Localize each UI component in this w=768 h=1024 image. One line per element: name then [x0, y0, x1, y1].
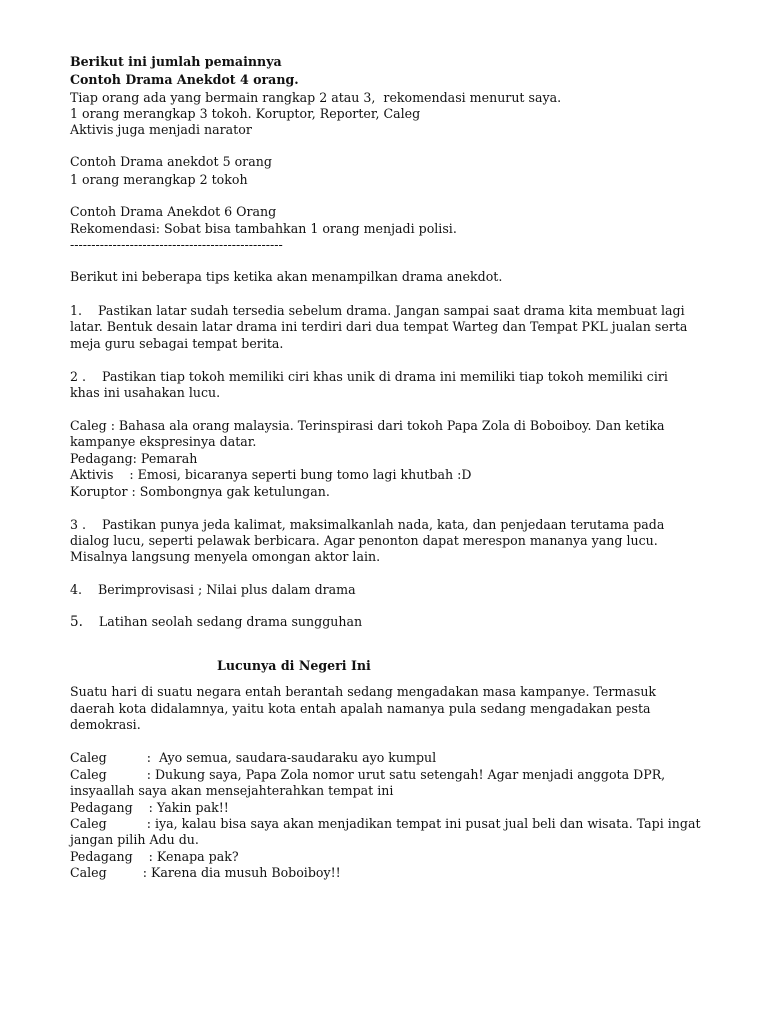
four-actor-line: 1 orang merangkap 3 tokoh. Koruptor, Reporter, Caleg — [70, 106, 421, 121]
tips-intro: Berikut ini beberapa tips ketika akan menampilkan drama anekdot. — [70, 269, 503, 284]
dialogue-line: jangan pilih Adu du. — [70, 832, 199, 847]
tip-1-line: latar. Bentuk desain latar drama ini terdiri dari dua tempat Warteg dan Tempat PKL jualan serta — [70, 319, 688, 334]
four-actor-line: Aktivis juga menjadi narator — [70, 122, 252, 137]
five-actor-title: Contoh Drama anekdot 5 orang — [70, 154, 272, 169]
tip-3-line: dialog lucu, seperti pelawak berbicara. Agar penonton dapat merespon mananya yang lucu. — [70, 533, 658, 548]
four-actor-title: Contoh Drama Anekdot 4 orang. — [70, 72, 299, 87]
trait-aktivis: Aktivis : Emosi, bicaranya seperti bung tomo lagi khutbah :D — [70, 467, 472, 482]
five-actor-line: 1 orang merangkap 2 tokoh — [70, 172, 248, 187]
dialogue-line: insyaallah saya akan mensejahterahkan tempat ini — [70, 783, 394, 798]
dialogue-line: Pedagang : Yakin pak!! — [70, 800, 229, 815]
trait-caleg: kampanye ekspresinya datar. — [70, 434, 257, 449]
cast-heading: Berikut ini jumlah pemainnya — [70, 54, 282, 69]
tip-2-line: 2 . Pastikan tiap tokoh memiliki ciri khas unik di drama ini memiliki tiap tokoh memiliki ciri — [70, 369, 668, 384]
tip-1-line: 1. Pastikan latar sudah tersedia sebelum drama. Jangan sampai saat drama kita membuat lagi — [70, 303, 685, 318]
script-title: Lucunya di Negeri Ini — [217, 658, 371, 673]
tip-1-line: meja guru sebagai tempat berita. — [70, 336, 284, 351]
tip-5 — [70, 614, 362, 630]
dialogue-line: Caleg : Karena dia musuh Boboiboy!! — [70, 865, 341, 880]
dialogue-line: Caleg : iya, kalau bisa saya akan menjadikan tempat ini pusat jual beli dan wisata. Tapi ingat — [70, 816, 701, 831]
dialogue-line: Caleg : Ayo semua, saudara-saudaraku ayo kumpul — [70, 750, 437, 765]
script-intro-line: daerah kota didalamnya, yaitu kota entah apalah namanya pula sedang mengadakan pesta — [70, 701, 651, 716]
divider-line: -------------------------------------------------- — [70, 237, 283, 252]
tip-3-line: Misalnya langsung menyela omongan aktor lain. — [70, 549, 381, 564]
trait-koruptor: Koruptor : Sombongnya gak ketulungan. — [70, 484, 330, 499]
tip-3-line: 3 . Pastikan punya jeda kalimat, maksimalkanlah nada, kata, dan penjedaan terutama pada — [70, 517, 665, 532]
six-actor-line: Rekomendasi: Sobat bisa tambahkan 1 orang menjadi polisi. — [70, 221, 457, 236]
dialogue-line: Pedagang : Kenapa pak? — [70, 849, 239, 864]
script-intro-line: Suatu hari di suatu negara entah berantah sedang mengadakan masa kampanye. Termasuk — [70, 684, 657, 699]
four-actor-line: Tiap orang ada yang bermain rangkap 2 atau 3, rekomendasi menurut saya. — [70, 90, 562, 105]
dialogue-line: Caleg : Dukung saya, Papa Zola nomor urut satu setengah! Agar menjadi anggota DPR, — [70, 767, 666, 782]
tip-2-line: khas ini usahakan lucu. — [70, 385, 221, 400]
tip-5-number: 5. — [70, 614, 83, 630]
tip-4: 4. Berimprovisasi ; Nilai plus dalam drama — [70, 582, 356, 597]
tip-5-text: Latihan seolah sedang drama sungguhan — [98, 614, 363, 629]
six-actor-title: Contoh Drama Anekdot 6 Orang — [70, 204, 277, 219]
trait-caleg: Caleg : Bahasa ala orang malaysia. Terinspirasi dari tokoh Papa Zola di Boboiboy. Dan ketika — [70, 418, 665, 433]
trait-pedagang: Pedagang: Pemarah — [70, 451, 198, 466]
script-intro-line: demokrasi. — [70, 717, 141, 732]
